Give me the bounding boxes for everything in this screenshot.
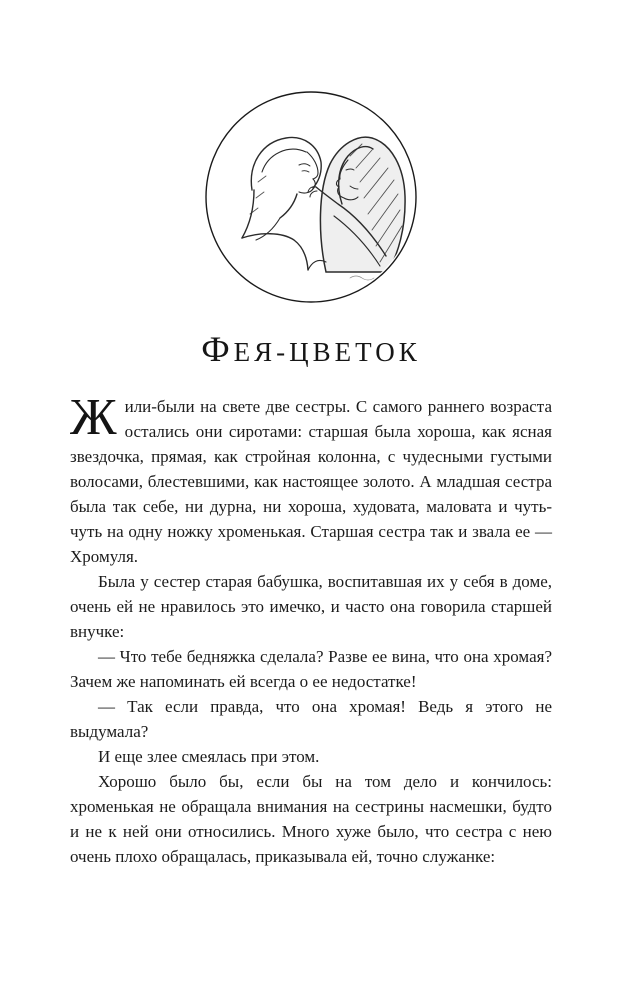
paragraph — [70, 694, 552, 744]
paragraph-text: — Что тебе бедняжка сделала? Разве ее вина, что она хромая? Зачем же напоминать ей всегда о ее недостатке! — [70, 647, 552, 691]
paragraph — [70, 569, 552, 644]
paragraph-text: Хорошо было бы, если бы на том дело и кончилось: хроменькая не обращала внимания на сестрины насмешки, будто и не к ней они относились. Много хуже было, что сестра с нею очень плохо обращалась, приказывала ей, точно служанке: — [70, 772, 552, 866]
paragraph-text: — Так если правда, что она хромая! Ведь я этого не выдумала? — [70, 697, 552, 741]
paragraph-text: И еще злее смеялась при этом. — [98, 747, 320, 766]
paragraph — [70, 769, 552, 869]
paragraph-text: Была у сестер старая бабушка, воспитавшая их у себя в доме, очень ей не нравилось это имечко, и часто она говорила старшей внучке: — [70, 572, 552, 641]
paragraph — [70, 744, 552, 769]
story-title: ФЕЯ-ЦВЕТОК — [201, 329, 421, 369]
paragraph — [70, 389, 552, 569]
paragraph — [70, 644, 552, 694]
story-text — [70, 389, 552, 869]
two-women-illustration-icon — [200, 86, 422, 308]
paragraph-text: или-были на свете две сестры. С самого раннего возраста остались они сиротами: старшая была хороша, как ясная звездочка, прямая, как стройная колонна, с чудесными густыми волосами, блестевшими, как настоящее золото. А младшая сестра была так себе, ни дурна, ни хороша, худовата, маловата и чуть-чуть на одну ножку хроменькая. Старшая сестра так и звала ее — Хромуля. — [70, 397, 552, 566]
story-illustration — [200, 86, 422, 308]
drop-cap: Ж — [70, 389, 117, 446]
